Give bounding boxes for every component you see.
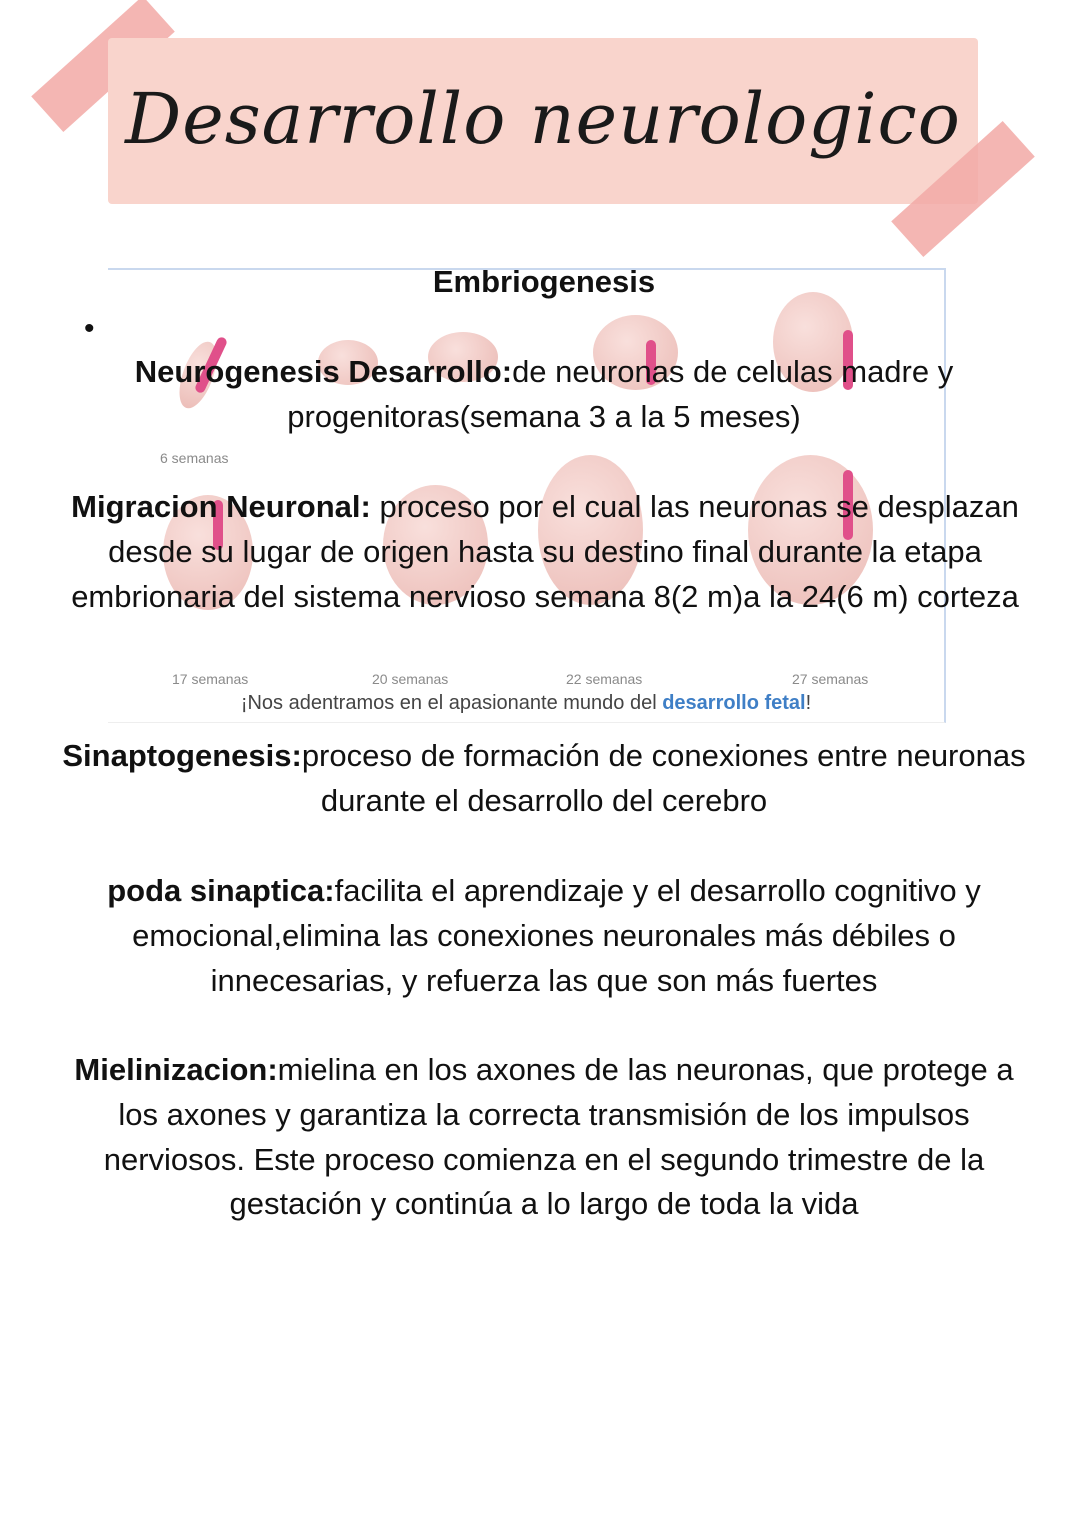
caption-highlight: desarrollo fetal: [662, 692, 806, 714]
bullet: •: [84, 312, 95, 345]
term: Sinaptogenesis:: [62, 738, 302, 773]
week-label: 20 semanas: [372, 671, 449, 687]
term: Mielinizacion:: [74, 1052, 278, 1087]
term: Neurogenesis Desarrollo:: [134, 354, 513, 389]
title-banner: [108, 38, 978, 204]
section-heading: Embriogenesis: [432, 264, 656, 299]
poda-paragraph: [50, 869, 1038, 1003]
definition: proceso por el cual las neuronas se desplazan desde su lugar de origen hasta su destino final durante la etapa embrionaria del sistema nervioso semana 8(2 m)a la 24(6 m) corteza: [71, 489, 1019, 614]
definition: proceso de formación de conexiones entre neuronas durante el desarrollo del cerebro: [301, 738, 1026, 818]
week-label: 6 semanas: [160, 450, 229, 466]
definition: de neuronas de celulas madre y progenitoras(semana 3 a la 5 meses): [287, 354, 954, 434]
term: Migracion Neuronal:: [71, 489, 371, 524]
migracion-paragraph: [70, 485, 1020, 619]
definition: facilita el aprendizaje y el desarrollo cognitivo y emocional,elimina las conexiones neuronales más débiles o innecesarias, y refuerza las que son más fuertes: [132, 873, 981, 998]
week-label: 27 semanas: [792, 671, 869, 687]
neurogenesis-paragraph: [50, 350, 1038, 440]
definition: mielina en los axones de las neuronas, que protege a los axones y garantiza la correcta transmisión de los impulsos nerviosos. Este proceso comienza en el segundo trimestre de la gestación y continúa a lo largo de toda la vida: [103, 1052, 1014, 1222]
image-caption: [108, 692, 944, 714]
caption-suffix: !: [805, 692, 812, 714]
sinaptogenesis-paragraph: [60, 734, 1028, 824]
mielinizacion-paragraph: [60, 1048, 1028, 1227]
term: poda sinaptica:: [107, 873, 335, 908]
caption-text: ¡Nos adentramos en el apasionante mundo del: [240, 692, 663, 714]
week-label: 22 semanas: [566, 671, 643, 687]
page-title: Desarrollo neurologico: [125, 78, 961, 160]
week-label: 17 semanas: [172, 671, 249, 687]
